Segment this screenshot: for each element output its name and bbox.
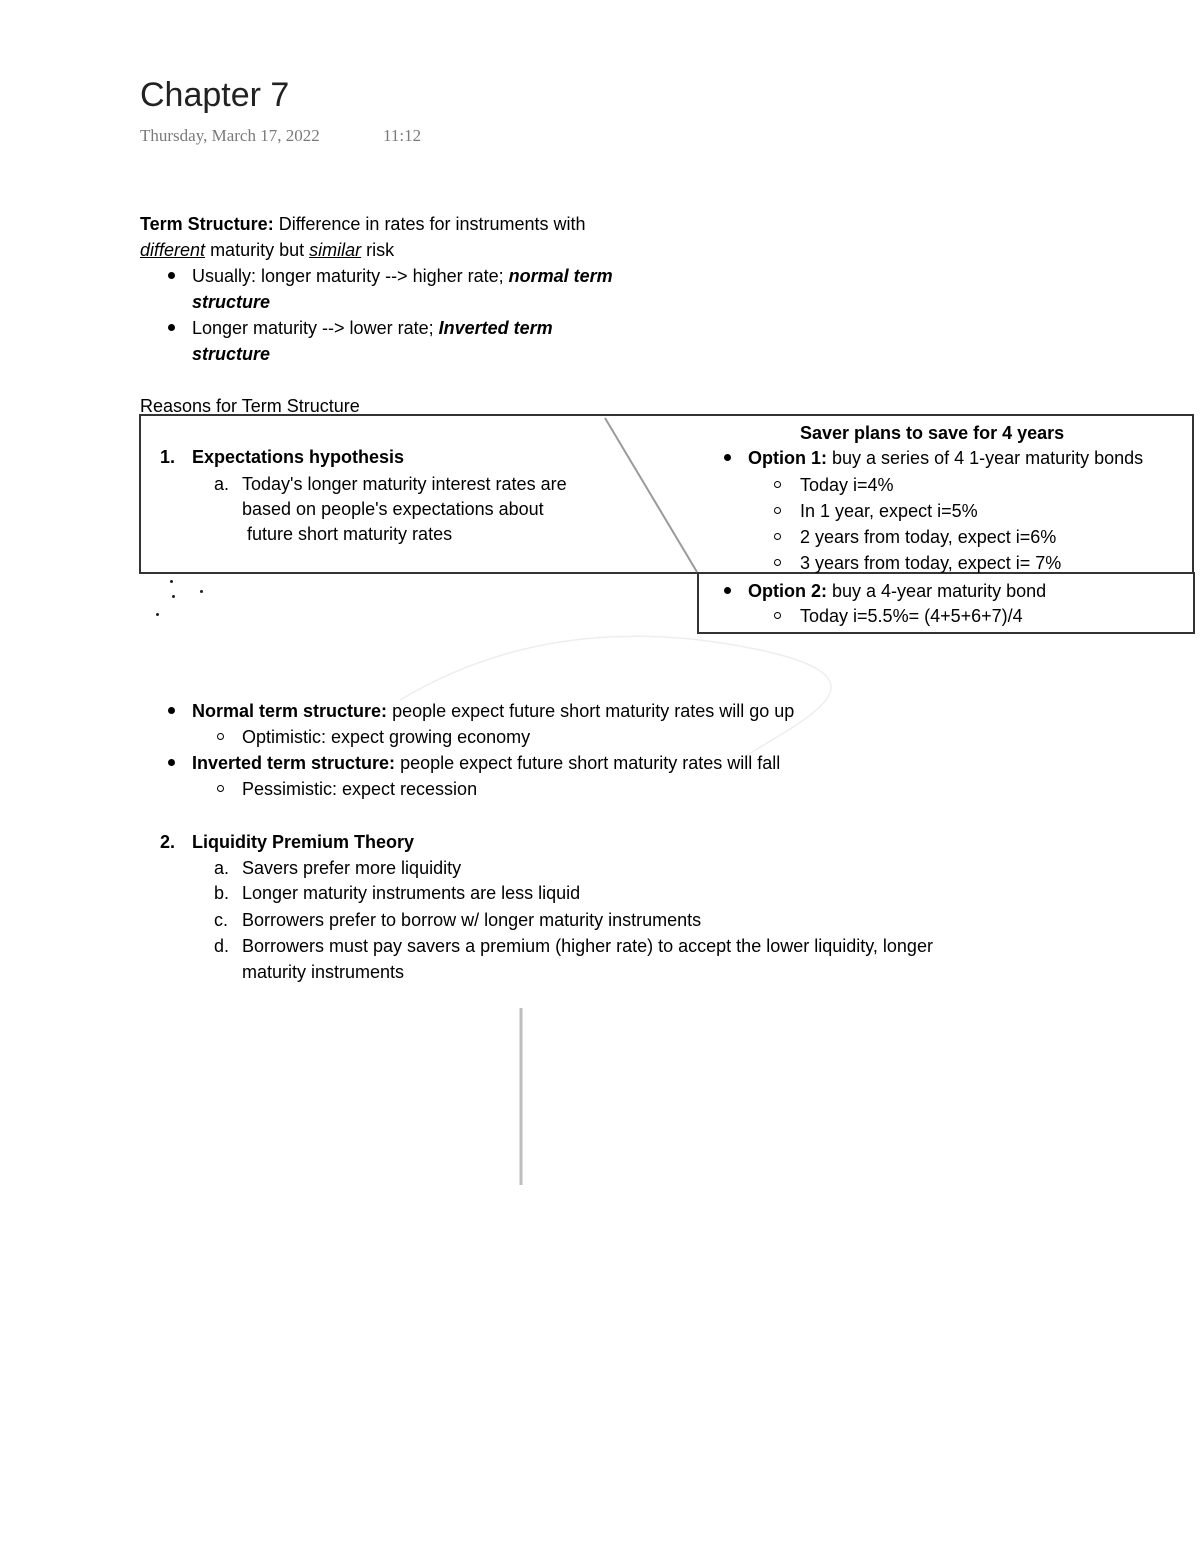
list-item: Borrowers prefer to borrow w/ longer maturity instruments <box>242 910 702 930</box>
hollow-bullet-icon <box>774 507 781 514</box>
hollow-bullet-icon <box>774 481 781 488</box>
term-structure-label: Term Structure: <box>140 214 274 234</box>
page-title: Chapter 7 <box>140 76 290 114</box>
ink-dot <box>200 590 203 593</box>
option2: Option 2: buy a 4-year maturity bond <box>748 581 1047 601</box>
item1-sub-line: future short maturity rates <box>247 524 453 544</box>
list-item-cont: structure <box>192 344 271 364</box>
option1-item: 2 years from today, expect i=6% <box>800 527 1057 547</box>
item2-title: Liquidity Premium Theory <box>192 832 415 852</box>
option2-item: Today i=5.5%= (4+5+6+7)/4 <box>800 606 1023 626</box>
reasons-heading: Reasons for Term Structure <box>140 396 360 416</box>
term-structure-def-part1: Difference in rates for instruments with <box>278 214 586 234</box>
item2-number: 2. <box>160 832 176 852</box>
list-letter: b. <box>214 883 230 903</box>
word-different: different <box>140 240 206 260</box>
list-item: Longer maturity --> lower rate; Inverted term <box>192 318 553 338</box>
item1-title: Expectations hypothesis <box>192 447 405 467</box>
list-letter: a. <box>214 858 230 878</box>
option1-item: Today i=4% <box>800 475 894 495</box>
hollow-bullet-icon <box>217 733 224 740</box>
bullet-icon <box>724 454 731 461</box>
page-time: 11:12 <box>383 126 422 145</box>
hollow-bullet-icon <box>774 612 781 619</box>
list-item: Usually: longer maturity --> higher rate; normal term <box>192 266 613 286</box>
hollow-bullet-icon <box>774 559 781 566</box>
hollow-bullet-icon <box>217 785 224 792</box>
option1: Option 1: buy a series of 4 1-year maturity bonds <box>748 448 1144 468</box>
page-date: Thursday, March 17, 2022 <box>140 126 320 145</box>
ink-dot <box>156 613 159 616</box>
list-item-cont: structure <box>192 292 271 312</box>
inverted-structure: Inverted term structure: people expect future short maturity rates will fall <box>192 753 781 773</box>
normal-structure-sub: Optimistic: expect growing economy <box>242 727 531 747</box>
bullet-icon <box>168 707 175 714</box>
option1-item: 3 years from today, expect i= 7% <box>800 553 1062 573</box>
ink-dot <box>170 580 173 583</box>
saver-title: Saver plans to save for 4 years <box>800 423 1065 443</box>
item1-number: 1. <box>160 447 176 467</box>
list-letter: d. <box>214 936 230 956</box>
list-item: Savers prefer more liquidity <box>242 858 462 878</box>
item1-sub-letter: a. <box>214 474 230 494</box>
bullet-icon <box>724 587 731 594</box>
list-item: Longer maturity instruments are less liquid <box>242 883 581 903</box>
inverted-structure-sub: Pessimistic: expect recession <box>242 779 478 799</box>
list-item: Borrowers must pay savers a premium (higher rate) to accept the lower liquidity, longer <box>242 936 933 956</box>
ink-dot <box>172 595 175 598</box>
bullet-icon <box>168 759 175 766</box>
option1-item: In 1 year, expect i=5% <box>800 501 978 521</box>
normal-structure: Normal term structure: people expect future short maturity rates will go up <box>192 701 795 721</box>
item1-sub-line: Today's longer maturity interest rates are <box>242 474 567 494</box>
word-similar: similar <box>309 240 362 260</box>
hollow-bullet-icon <box>774 533 781 540</box>
list-item-cont: maturity instruments <box>242 962 405 982</box>
term-structure-def-part2: maturity but <box>210 240 305 260</box>
item1-sub-line: based on people's expectations about <box>242 499 544 519</box>
list-letter: c. <box>214 910 229 930</box>
term-structure-def-part3: risk <box>366 240 395 260</box>
